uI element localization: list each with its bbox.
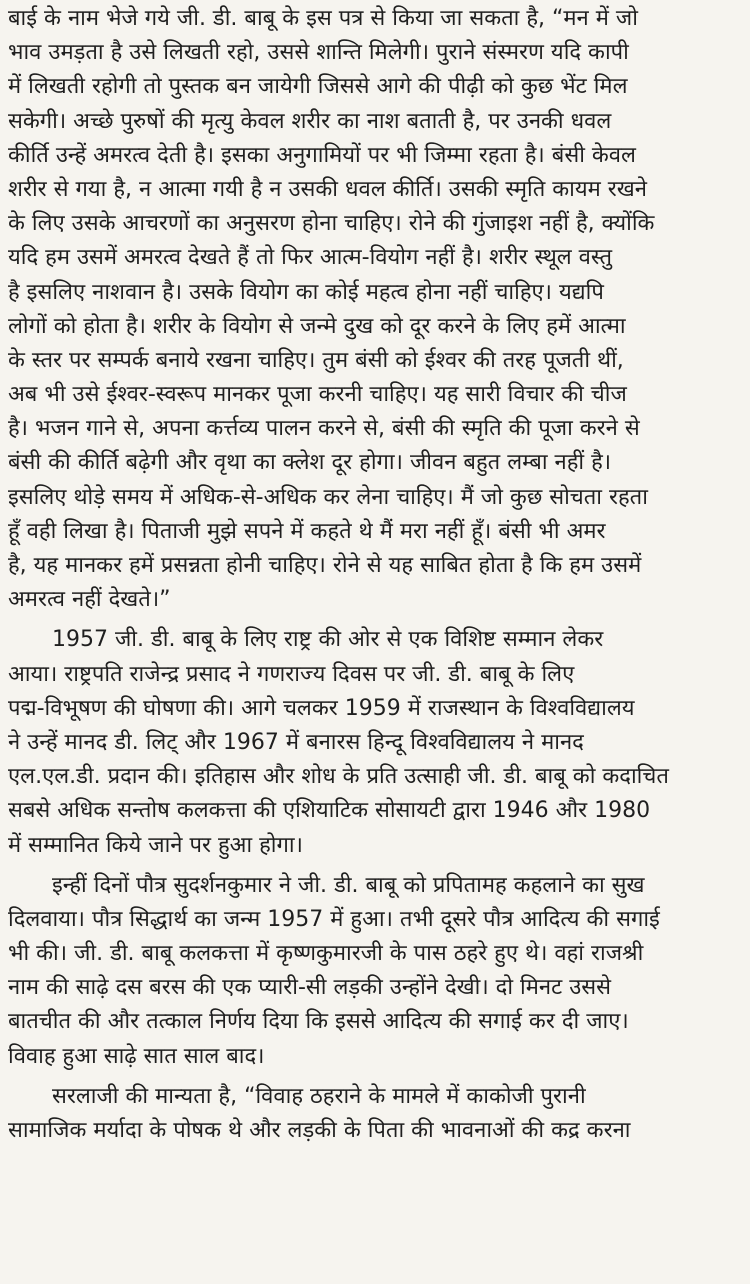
text-line: सबसे अधिक सन्तोष कलकत्ता की एशियाटिक सोसायटी द्वारा 1946 और 1980 [8,798,651,824]
text-line: के लिए उसके आचरणों का अनुसरण होना चाहिए। रोने की गुंजाइश नहीं है, क्योंकि [8,211,655,237]
text-line: यदि हम उसमें अमरत्व देखते हैं तो फिर आत्म-वियोग नहीं है। शरीर स्थूल वस्तु [8,245,613,271]
text-line: में लिखती रहोगी तो पुस्तक बन जायेगी जिससे आगे की पीढ़ी को कुछ भेंट मिल [8,74,628,100]
text-line: अमरत्व नहीं देखते।” [8,587,171,613]
paragraph-start-line: इन्हीं दिनों पौत्र सुदर्शनकुमार ने जी. डी. बाबू को प्रपितामह कहलाने का सुख [52,872,645,898]
text-line: सामाजिक मर्यादा के पोषक थे और लड़की के पिता की भावनाओं की कद्र करना [8,1118,631,1143]
text-line: एल.एल.डी. प्रदान की। इतिहास और शोध के प्रति उत्साही जी. डी. बाबू को कदाचित [8,764,669,790]
text-line: पद्म-विभूषण की घोषणा की। आगे चलकर 1959 में राजस्थान के विश्वविद्यालय [8,695,635,721]
text-line: सकेगी। अच्छे पुरुषों की मृत्यु केवल शरीर का नाश बताती है, पर उनकी धवल [8,108,612,134]
text-line: बंसी की कीर्ति बढ़ेगी और वृथा का क्लेश दूर होगा। जीवन बहुत लम्बा नहीं है। [8,450,612,476]
text-line: इसलिए थोड़े समय में अधिक-से-अधिक कर लेना चाहिए। मैं जो कुछ सोचता रहता [8,484,648,510]
text-line: के स्तर पर सम्पर्क बनाये रखना चाहिए। तुम बंसी को ईश्वर की तरह पूजती थीं, [8,347,624,373]
text-line: विवाह हुआ साढ़े सात साल बाद। [8,1043,265,1069]
paragraph-start-line: सरलाजी की मान्यता है, “विवाह ठहराने के मामले में काकोजी पुरानी [52,1083,586,1109]
text-line: लोगों को होता है। शरीर के वियोग से जन्मे दुख को दूर करने के लिए हमें आत्मा [8,313,626,339]
text-line: में सम्मानित किये जाने पर हुआ होगा। [8,832,303,858]
paragraph-start-line: 1957 जी. डी. बाबू के लिए राष्ट्र की ओर से एक विशिष्ट सम्मान लेकर [52,627,604,653]
text-line: कीर्ति उन्हें अमरत्व देती है। इसका अनुगामियों पर भी जिम्मा रहता है। बंसी केवल [8,142,636,168]
text-line: नाम की साढ़े दस बरस की एक प्यारी-सी लड़की उन्होंने देखी। दो मिनट उससे [8,975,612,1001]
text-line: शरीर से गया है, न आत्मा गयी है न उसकी धवल कीर्ति। उसकी स्मृति कायम रखने [8,176,647,202]
text-line: अब भी उसे ईश्वर-स्वरूप मानकर पूजा करनी चाहिए। यह सारी विचार की चीज [8,382,627,408]
text-line: है, यह मानकर हमें प्रसन्नता होनी चाहिए। रोने से यह साबित होता है कि हम उसमें [8,553,642,578]
text-line: ने उन्हें मानद डी. लिट् और 1967 में बनारस हिन्दू विश्वविद्यालय ने मानद [8,729,584,755]
text-line: बाई के नाम भेजे गये जी. डी. बाबू के इस पत्र से किया जा सकता है, “मन में जो [8,6,638,31]
text-line: है। भजन गाने से, अपना कर्त्तव्य पालन करने से, बंसी की स्मृति की पूजा करने से [8,416,640,442]
text-line: आया। राष्ट्रपति राजेन्द्र प्रसाद ने गणराज्य दिवस पर जी. डी. बाबू के लिए [8,661,575,687]
text-line: बातचीत की और तत्काल निर्णय दिया कि इससे आदित्य की सगाई कर दी जाए। [8,1009,629,1035]
text-line: है इसलिए नाशवान है। उसके वियोग का कोई महत्व होना नहीं चाहिए। यद्यपि [8,279,604,305]
text-line: भी की। जी. डी. बाबू कलकत्ता में कृष्णकुमारजी के पास ठहरे हुए थे। वहां राजश्री [8,941,644,967]
text-line: भाव उमड़ता है उसे लिखती रहो, उससे शान्ति मिलेगी। पुराने संस्मरण यदि कापी [8,40,629,66]
text-line: हूँ वही लिखा है। पिताजी मुझे सपने में कहते थे मैं मरा नहीं हूँ। बंसी भी अमर [8,518,606,544]
text-line: दिलवाया। पौत्र सिद्धार्थ का जन्म 1957 में हुआ। तभी दूसरे पौत्र आदित्य की सगाई [8,906,660,932]
